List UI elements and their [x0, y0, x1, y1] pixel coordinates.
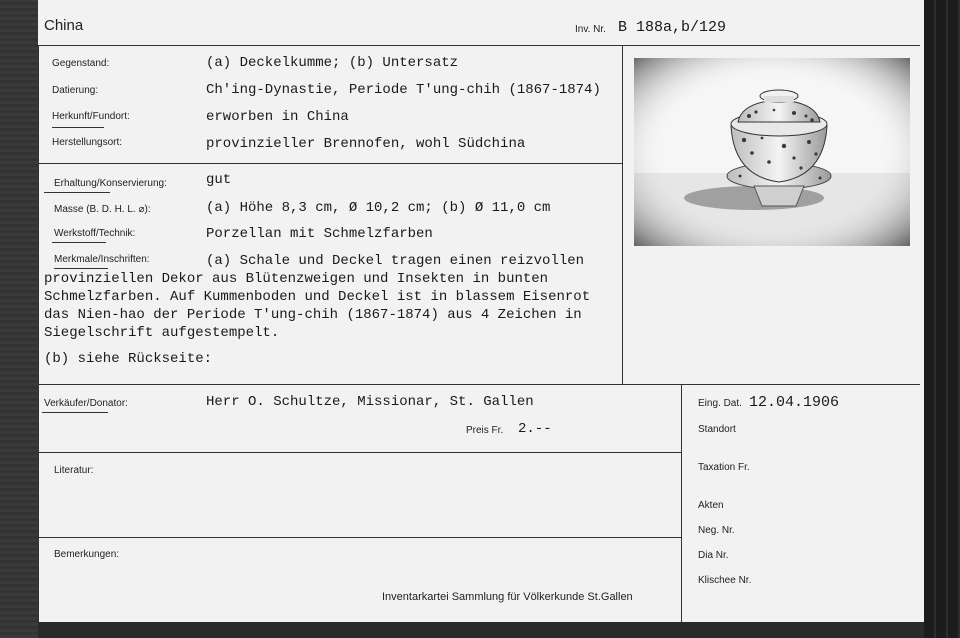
standort-label: Standort: [698, 424, 736, 435]
label-underline: [54, 268, 108, 269]
herstellungsort-value: provinzieller Brennofen, wohl Südchina: [206, 136, 526, 152]
verkaeufer-value: Herr O. Schultze, Missionar, St. Gallen: [206, 394, 534, 410]
erhaltung-label: Erhaltung/Konservierung:: [54, 178, 167, 189]
left-border: [38, 45, 39, 622]
herkunft-value: erworben in China: [206, 109, 349, 125]
klischee-label: Klischee Nr.: [698, 575, 752, 586]
background-right: [924, 0, 960, 638]
datierung-value: Ch'ing-Dynastie, Periode T'ung-chih (1867-1874): [206, 82, 601, 98]
right-column-divider: [681, 384, 682, 622]
merkmale-line-2: provinziellen Dekor aus Blütenzweigen und Insekten in bunten: [44, 271, 549, 287]
werkstoff-value: Porzellan mit Schmelzfarben: [206, 226, 433, 242]
herkunft-label: Herkunft/Fundort:: [52, 111, 130, 122]
inv-value: B 188a,b/129: [618, 19, 727, 36]
rule-before-bemerkungen: [38, 537, 681, 538]
taxation-label: Taxation Fr.: [698, 462, 750, 473]
background-left: [0, 0, 38, 638]
literatur-label: Literatur:: [54, 465, 94, 476]
werkstoff-label: Werkstoff/Technik:: [54, 228, 136, 239]
header-rule: [38, 45, 920, 46]
akten-label: Akten: [698, 500, 724, 511]
label-underline: [52, 242, 106, 243]
label-underline: [44, 192, 110, 193]
preis-value: 2.--: [518, 421, 552, 437]
merkmale-line-4: das Nien-hao der Periode T'ung-chih (1867-1874) aus 4 Zeichen in: [44, 307, 582, 323]
label-underline: [42, 412, 108, 413]
masse-label: Masse (B. D. H. L. ⌀):: [54, 204, 151, 215]
merkmale-label: Merkmale/Inschriften:: [54, 254, 150, 265]
photo-divider: [622, 45, 623, 384]
herstellungsort-label: Herstellungsort:: [52, 137, 123, 148]
lidded-bowl-photo: [634, 58, 910, 246]
gegenstand-value: (a) Deckelkumme; (b) Untersatz: [206, 55, 459, 71]
card-footer: Inventarkartei Sammlung für Völkerkunde St.Gallen: [382, 591, 633, 603]
rule-after-origin: [38, 163, 622, 164]
rule-before-seller: [38, 384, 920, 385]
dia-label: Dia Nr.: [698, 550, 729, 561]
bemerkungen-label: Bemerkungen:: [54, 549, 120, 560]
rule-before-literatur: [38, 452, 681, 453]
gegenstand-label: Gegenstand:: [52, 58, 110, 69]
inventory-card: [38, 0, 924, 622]
eing-value: 12.04.1906: [749, 394, 840, 411]
eing-label: Eing. Dat.: [698, 398, 742, 409]
merkmale-line-3: Schmelzfarben. Auf Kummenboden und Deckel ist in blassem Eisenrot: [44, 289, 591, 305]
merkmale-line-6: (b) siehe Rückseite:: [44, 351, 213, 367]
inv-label: Inv. Nr.: [575, 24, 606, 35]
label-underline: [52, 127, 104, 128]
verkaeufer-label: Verkäufer/Donator:: [44, 398, 128, 409]
datierung-label: Datierung:: [52, 85, 99, 96]
country: China: [44, 17, 84, 34]
neg-label: Neg. Nr.: [698, 525, 735, 536]
masse-value: (a) Höhe 8,3 cm, Ø 10,2 cm; (b) Ø 11,0 cm: [206, 200, 551, 216]
erhaltung-value: gut: [206, 172, 232, 188]
preis-label: Preis Fr.: [466, 425, 504, 436]
merkmale-line-1: (a) Schale und Deckel tragen einen reizvollen: [206, 253, 585, 269]
merkmale-line-5: Siegelschrift aufgestempelt.: [44, 325, 280, 341]
